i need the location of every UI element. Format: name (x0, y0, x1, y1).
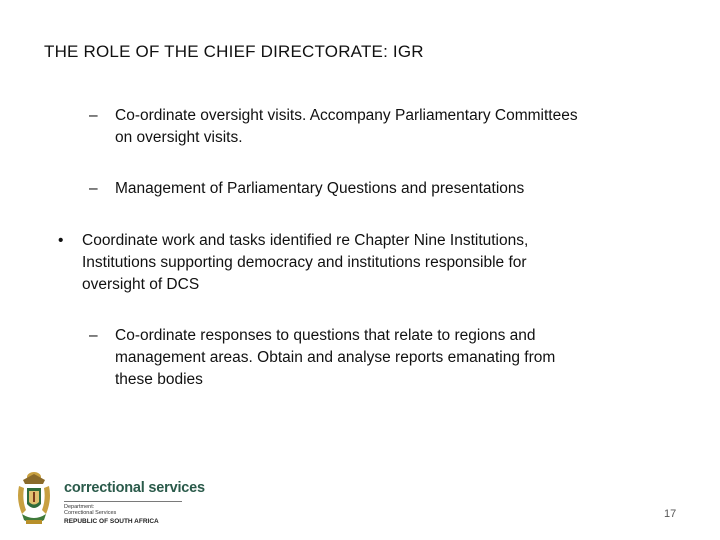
department-logo (8, 470, 208, 532)
item-line: oversight of DCS (82, 276, 200, 293)
item-line: Coordinate work and tasks identified re Chapter Nine Institutions, (82, 232, 529, 249)
dash-marker: – (89, 327, 98, 344)
logo-divider (64, 501, 182, 502)
sub-bullet-item (89, 105, 675, 149)
item-line: Institutions supporting democracy and institutions responsible for (82, 254, 527, 271)
slide-title: THE ROLE OF THE CHIEF DIRECTORATE: IGR (44, 42, 424, 61)
logo-department-name: Correctional Services (64, 510, 117, 516)
logo-country: REPUBLIC OF SOUTH AFRICA (64, 518, 159, 525)
item-line: Management of Parliamentary Questions and presentations (115, 180, 525, 197)
coat-of-arms-icon (14, 470, 54, 528)
item-line: management areas. Obtain and analyse reports emanating from (115, 349, 556, 366)
sub-bullet-item (89, 178, 675, 200)
logo-department-label: Department: (64, 504, 95, 510)
dash-marker: – (89, 107, 98, 124)
item-line: Co-ordinate responses to questions that relate to regions and (115, 327, 536, 344)
sub-bullet-item (89, 325, 675, 391)
dash-marker: – (89, 180, 98, 197)
page-number: 17 (664, 508, 677, 520)
item-line: these bodies (115, 371, 203, 388)
bullet-item (58, 230, 642, 296)
bullet-marker: • (58, 232, 64, 249)
item-line: Co-ordinate oversight visits. Accompany Parliamentary Committees (115, 107, 578, 124)
item-line: on oversight visits. (115, 129, 243, 146)
logo-wordmark: correctional services (64, 480, 205, 496)
